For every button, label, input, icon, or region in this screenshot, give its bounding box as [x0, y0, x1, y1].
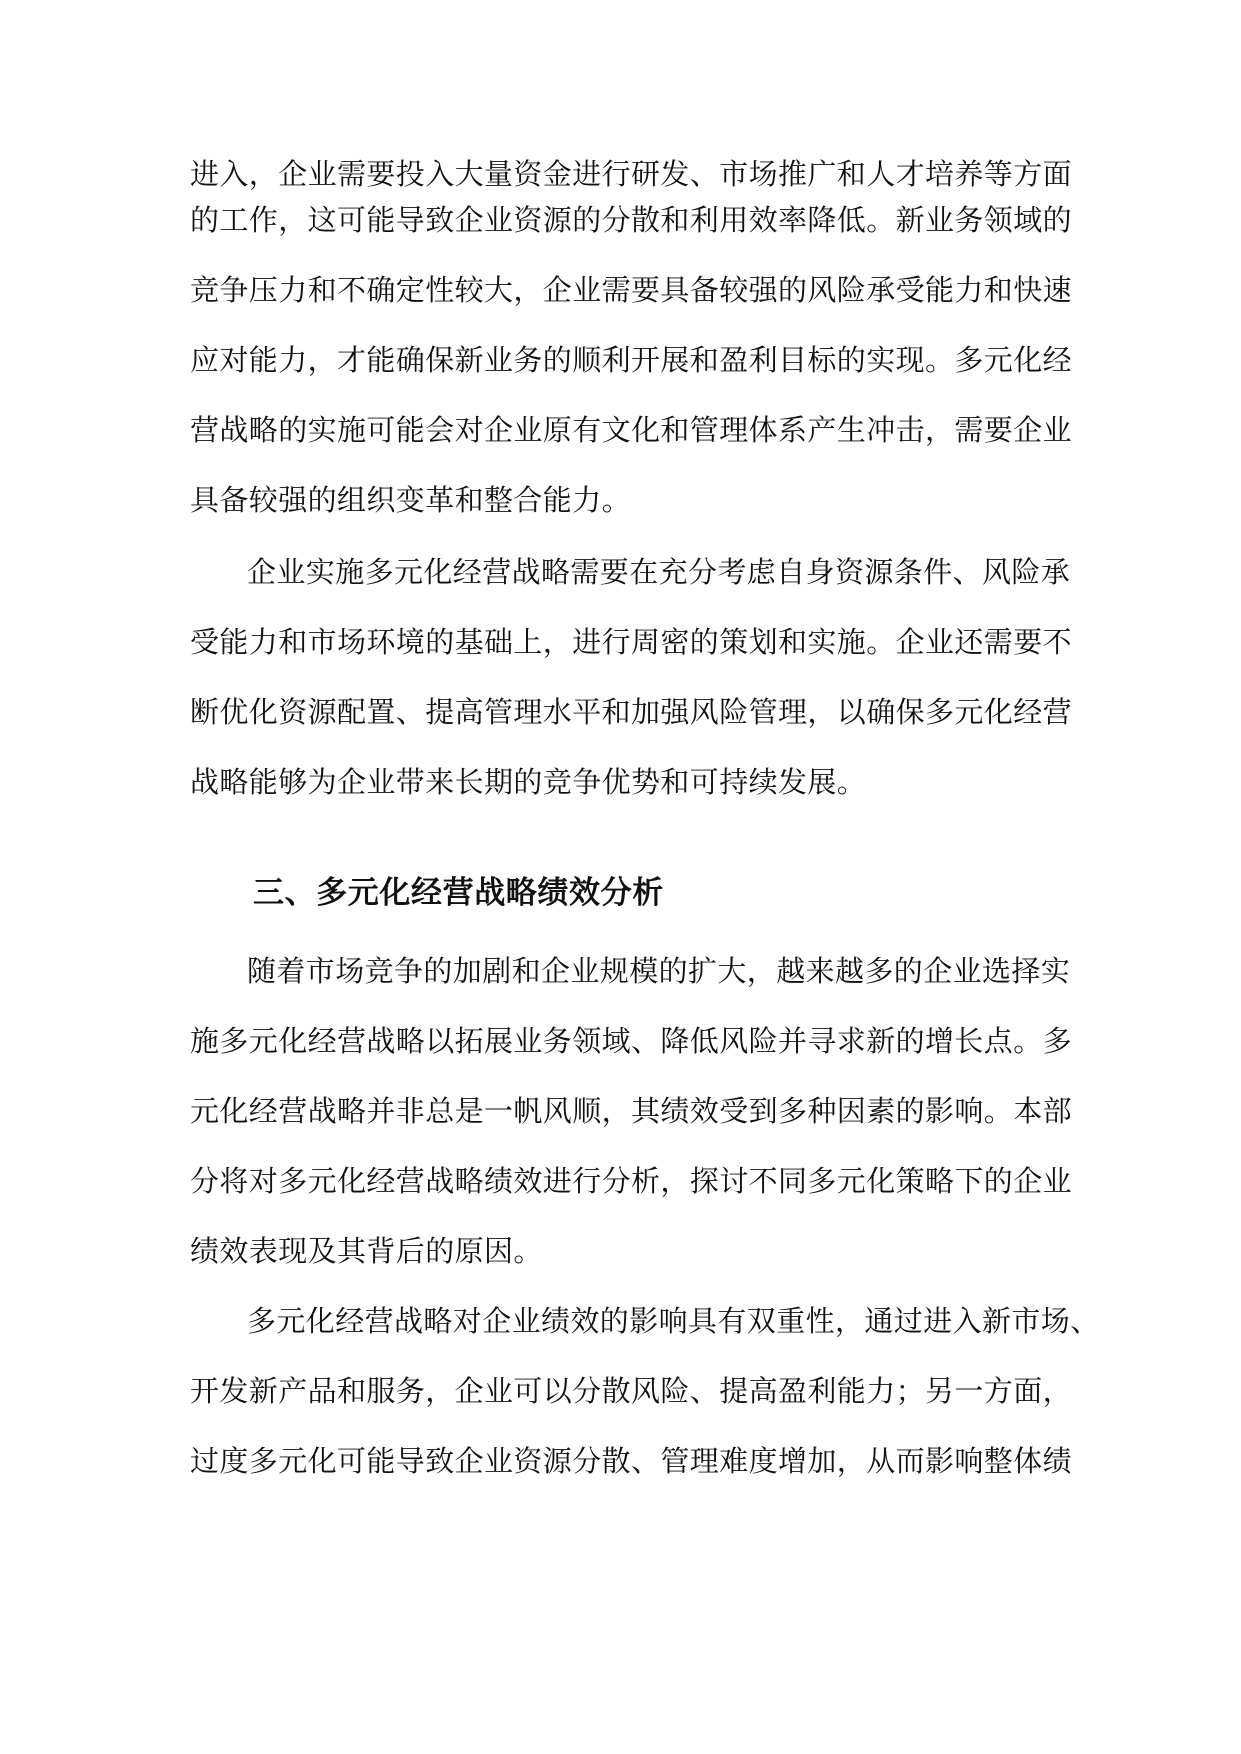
text-line: 受能力和市场环境的基础上，进行周密的策划和实施。企业还需要不: [190, 625, 1073, 659]
paragraph-first-line: 企业实施多元化经营战略需要在充分考虑自身资源条件、风险承: [247, 555, 1071, 589]
text-line: 断优化资源配置、提高管理水平和加强风险管理，以确保多元化经营: [190, 695, 1073, 729]
text-line: 营战略的实施可能会对企业原有文化和管理体系产生冲击，需要企业: [190, 413, 1073, 447]
paragraph-first-line: 多元化经营战略对企业绩效的影响具有双重性，通过进入新市场、: [247, 1304, 1100, 1338]
text-line: 具备较强的组织变革和整合能力。: [190, 483, 632, 517]
text-line: 应对能力，才能确保新业务的顺利开展和盈利目标的实现。多元化经: [190, 343, 1073, 377]
text-line: 战略能够为企业带来长期的竞争优势和可持续发展。: [190, 765, 867, 799]
text-line: 的工作，这可能导致企业资源的分散和利用效率降低。新业务领域的: [190, 203, 1073, 237]
text-line: 分将对多元化经营战略绩效进行分析，探讨不同多元化策略下的企业: [190, 1164, 1073, 1198]
text-line: 元化经营战略并非总是一帆风顺，其绩效受到多种因素的影响。本部: [190, 1094, 1073, 1128]
text-line: 绩效表现及其背后的原因。: [190, 1234, 543, 1268]
paragraph-first-line: 随着市场竞争的加剧和企业规模的扩大，越来越多的企业选择实: [247, 954, 1071, 988]
text-line: 竞争压力和不确定性较大，企业需要具备较强的风险承受能力和快速: [190, 273, 1073, 307]
text-line: 进入，企业需要投入大量资金进行研发、市场推广和人才培养等方面: [190, 157, 1073, 191]
text-line: 过度多元化可能导致企业资源分散、管理难度增加，从而影响整体绩: [190, 1444, 1073, 1478]
text-line: 开发新产品和服务，企业可以分散风险、提高盈利能力；另一方面，: [190, 1374, 1073, 1408]
section-heading: 三、多元化经营战略绩效分析: [253, 875, 664, 911]
text-line: 施多元化经营战略以拓展业务领域、降低风险并寻求新的增长点。多: [190, 1024, 1073, 1058]
